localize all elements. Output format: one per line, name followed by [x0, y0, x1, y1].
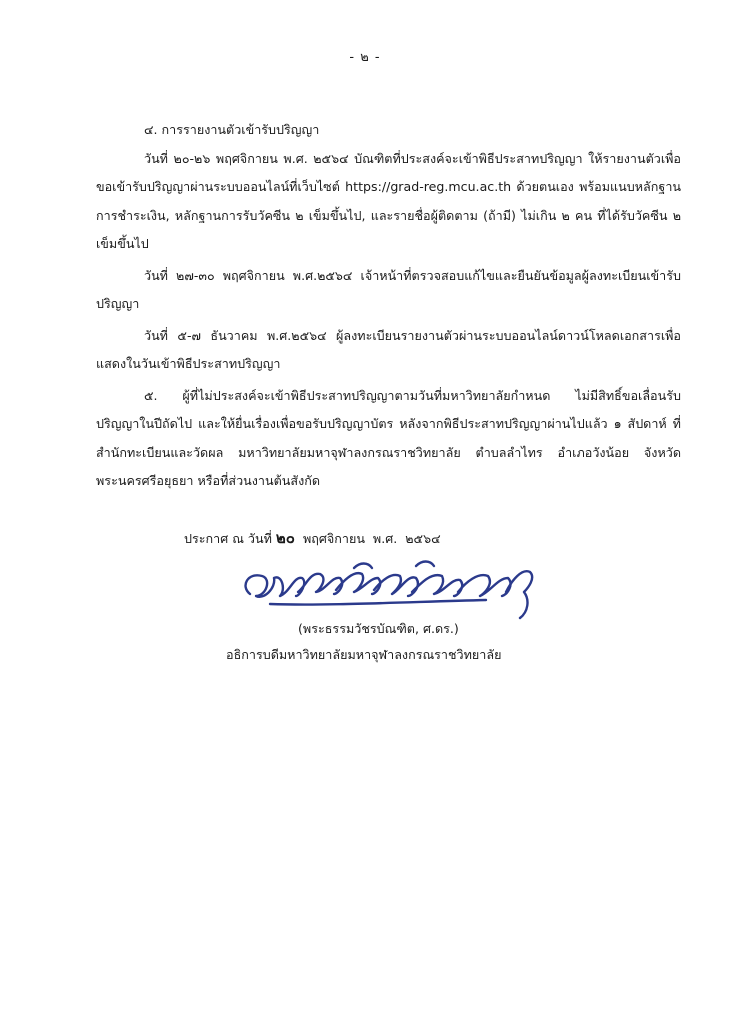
- handwritten-signature: [236, 556, 546, 622]
- section-5-paragraph: ๕. ผู้ที่ไม่ประสงค์จะเข้าพิธีประสาทปริญญาตามวันที่มหาวิทยาลัยกำหนด ไม่มีสิทธิ์ขอเลื่อนรับปริญญาในปีถัดไป และให้ยื่นเรื่องเพื่อขอรับปริญญาบัตร หลังจากพิธีประสาทปริญญาผ่านไปแล้ว ๑ สัปดาห์ ที่สำนักทะเบียนและวัดผล มหาวิทยาลัยมหาจุฬาลงกรณราชวิทยาลัย ตำบลลำไทร อำเภอวังน้อย จังหวัดพระนครศรีอยุธยา หรือที่ส่วนงานต้นสังกัด: [96, 387, 681, 488]
- signer-title: อธิการบดีมหาวิทยาลัยมหาจุฬาลงกรณราชวิทยาลัย: [226, 647, 502, 662]
- para1-suffix: ด้วยตนเอง พร้อมแนบหลักฐานการชำระเงิน, หลักฐานการรับวัคซีน ๒ เข็มขึ้นไป, และรายชื่อผู้ติดตาม (ถ้ามี) ไม่เกิน ๒ คน ที่ได้รับวัคซีน ๒ เข็มขึ้นไป: [96, 179, 681, 251]
- section-4-heading: ๔. การรายงานตัวเข้ารับปริญญา: [144, 122, 320, 137]
- announcement-suffix: พฤศจิกายน พ.ศ. ๒๕๖๔: [294, 531, 441, 546]
- page-number: - ๒ -: [349, 50, 381, 65]
- announcement-prefix: ประกาศ ณ วันที่: [184, 531, 276, 546]
- announcement-date-line: [184, 526, 441, 550]
- registration-url: https://grad-reg.mcu.ac.th: [345, 179, 512, 194]
- section-4-paragraph-2: วันที่ ๒๗-๓๐ พฤศจิกายน พ.ศ.๒๕๖๔ เจ้าหน้าที่ตรวจสอบแก้ไขและยืนยันข้อมูลผู้ลงทะเบียนเข้ารับปริญญา: [96, 267, 681, 311]
- signer-name: (พระธรรมวัชรบัณฑิต, ศ.ดร.): [298, 621, 459, 636]
- section-4-paragraph-3: วันที่ ๕-๗ ธันวาคม พ.ศ.๒๕๖๔ ผู้ลงทะเบียนรายงานตัวผ่านระบบออนไลน์ดาวน์โหลดเอกสารเพื่อแสดงในวันเข้าพิธีประสาทปริญญา: [96, 327, 681, 371]
- announcement-day: ๒๐: [275, 529, 295, 547]
- section-4-paragraph-1: [96, 145, 681, 259]
- document-body: [96, 116, 681, 496]
- para1-prefix: วันที่ ๒๐-๒๖ พฤศจิกายน พ.ศ. ๒๕๖๔ บัณฑิตที่ประสงค์จะเข้าพิธีประสาทปริญญา ให้รายงานตัวเพื่อขอเข้ารับปริญญาผ่านระบบออนไลน์ที่เว็บไซต์: [96, 150, 681, 194]
